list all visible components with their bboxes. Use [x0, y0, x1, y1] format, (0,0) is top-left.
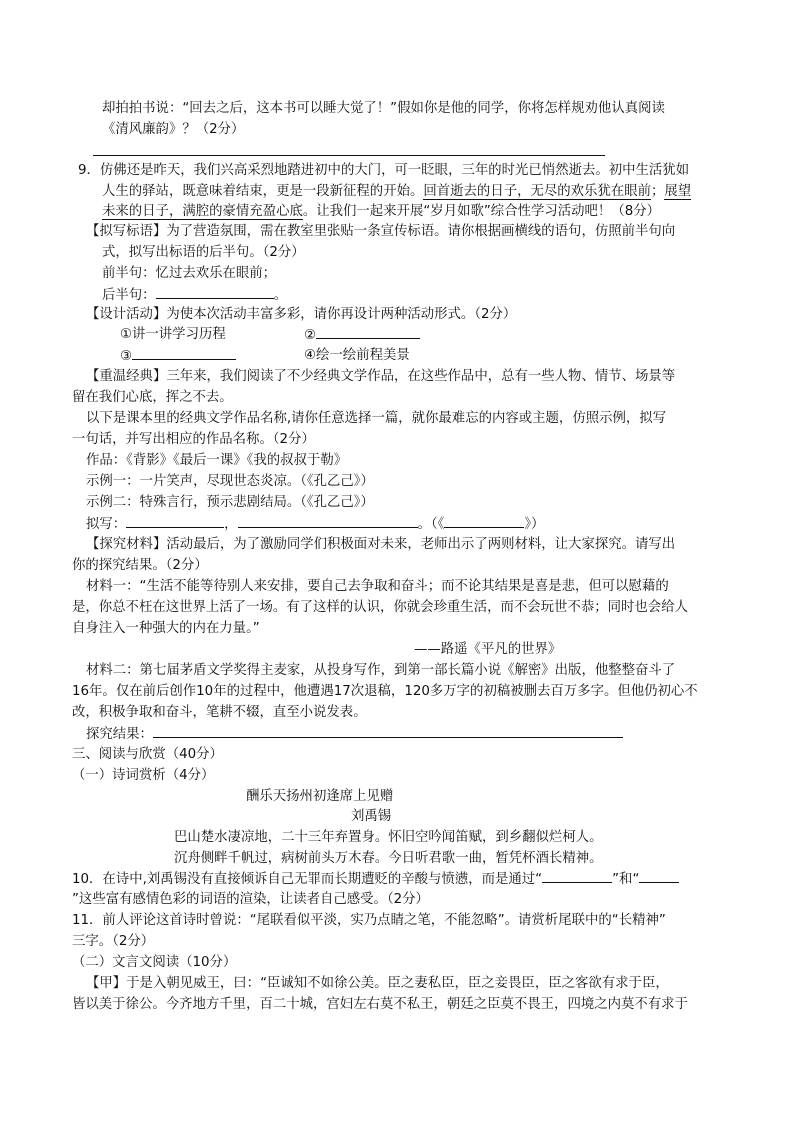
q9-intro-line2 [102, 182, 691, 202]
q10-mid: ”和“ [612, 872, 640, 887]
material2-line1: 材料二：第七届茅盾文学奖得主麦家，从投身写作，到第一部长篇小说《解密》出版，他整整奋斗了 [86, 663, 676, 678]
material1-line3: 自身注入一种强大的内在力量。” [72, 621, 260, 636]
q9-intro-line3 [102, 202, 660, 222]
underlined-sentence-2-end: 未来的日子，满腔的豪情充盈心底 [102, 204, 303, 219]
q9-intro-tail: 。让我们一起来开展“岁月如歌”综合性学习活动吧！（8分） [302, 204, 661, 219]
activity-4: ④绘一绘前程美景 [304, 348, 410, 363]
q11-line2: 三字。（2分） [72, 934, 155, 949]
write-label: 拟写： [86, 517, 127, 532]
explore-line2: 你的探究结果。（2分） [72, 558, 208, 573]
activity-3-blank[interactable] [132, 346, 236, 360]
q8-line2: 《清风廉韵》？（2分） [102, 122, 245, 137]
write-blank-1[interactable] [126, 514, 224, 528]
q10-text: 10．在诗中,刘禹锡没有直接倾诉自己无罪而长期遭贬的辛酸与愤懑，而是通过“ [72, 872, 543, 887]
example-2: 示例二：特殊言行，预示悲剧结局。（《孔乙己》） [86, 495, 374, 510]
second-half-blank[interactable] [156, 285, 274, 299]
underlined-sentence-1: 回首逝去的日子，无尽的欢乐犹在眼前 [423, 184, 652, 199]
work-name-blank[interactable] [444, 514, 524, 528]
review-line2: 留在我们心底，挥之不去。 [72, 390, 233, 405]
result-row [86, 724, 623, 745]
poetry-title: （一）诗词赏析（4分） [72, 768, 215, 783]
review-line4: 一句话，并写出相应的作品名称。（2分） [72, 432, 315, 447]
activity-3-label: ③ [120, 349, 133, 364]
second-half-row [102, 285, 287, 306]
activity-2-row [304, 325, 420, 346]
comma: ， [224, 517, 238, 532]
poem-line1: 巴山楚水凄凉地，二十三年弃置身。怀旧空吟闻笛赋，到乡翻似烂柯人。 [174, 830, 603, 845]
second-half-label: 后半句： [102, 288, 156, 303]
activity-2-blank[interactable] [316, 325, 420, 339]
explore-line1: 【探究材料】活动最后，为了激励同学们积极面对未来，老师出示了两则材料，让大家探究。请写出 [86, 537, 676, 552]
q10-line2: ”这些富有感情色彩的词语的渲染，让读者自己感受。（2分） [72, 892, 429, 907]
activity-2-label: ② [304, 328, 317, 343]
write-mid: 。（《 [417, 517, 445, 532]
result-blank[interactable] [153, 724, 623, 738]
result-label: 探究结果： [86, 727, 153, 742]
poem-line2: 沉舟侧畔千帆过，病树前头万木春。今日听君歌一曲，暂凭杯酒长精神。 [174, 851, 603, 866]
first-half: 前半句：忆过去欢乐在眼前； [102, 266, 277, 281]
design-line1: 【设计活动】为使本次活动丰富多彩，请你再设计两种活动形式。（2分） [86, 307, 517, 322]
example-1: 示例一：一片笑声，尽现世态炎凉。（《孔乙己》） [86, 474, 374, 489]
slogan-line1: 【拟写标语】为了营造氛围，需在教室里张贴一条宣传标语。请你根据画横线的语句，仿照前半句向 [86, 224, 676, 239]
q10-line1 [72, 869, 679, 890]
q8-line1: 却拍拍书说：“回去之后，这本书可以睡大觉了！”假如你是他的同学，你将怎样规劝他认真阅读 [102, 101, 665, 116]
write-end: 》） [524, 517, 545, 532]
classical-title: （二）文言文阅读（10分） [72, 955, 237, 970]
q11-line1: 11．前人评论这首诗时曾说：“尾联看似平淡，实乃点睛之笔，不能忽略”。请赏析尾联中的“长精神” [72, 913, 666, 928]
underlined-sentence-2-start: 展望 [664, 184, 692, 199]
period: 。 [273, 288, 287, 303]
q10-blank-2[interactable] [639, 869, 679, 883]
material1-line2: 是，你总不枉在这世界上活了一场。有了这样的认识，你就会珍重生活，而不会玩世不恭；同时也会给人 [72, 600, 688, 615]
write-row [86, 514, 544, 535]
classical-line1: 【甲】于是入朝见威王，曰：“臣诚知不如徐公美。臣之妻私臣，臣之妾畏臣，臣之客欲有求于臣， [86, 976, 669, 991]
section3-title: 三、阅读与欣赏（40分） [72, 747, 223, 762]
works-list: 作品：《背影》《最后一课》《我的叔叔于勒》 [86, 453, 348, 468]
semicolon: ； [651, 184, 665, 199]
material2-line3: 改，积极争取和奋斗，笔耕不辍，直至小说发表。 [72, 705, 367, 720]
activity-3-row [120, 346, 236, 367]
material1-source: ——路遥《平凡的世界》 [414, 642, 562, 657]
q9-intro-text: 人生的驿站，既意味着结束，更是一段新征程的开始。 [102, 184, 424, 199]
write-blank-2[interactable] [238, 514, 418, 528]
activity-1: ①讲一讲学习历程 [120, 327, 226, 342]
q9-intro-line1: 9．仿佛还是昨天，我们兴高采烈地踏进初中的大门，可一眨眼，三年的时光已悄然逝去。初中生活犹如 [78, 163, 690, 178]
review-line3: 以下是课本里的经典文学作品名称,请你任意选择一篇，就你最难忘的内容或主题，仿照示例，拟写 [86, 411, 667, 426]
poem-title: 酬乐天扬州初逢席上见赠 [246, 789, 394, 804]
material1-line1: 材料一：“生活不能等待别人来安排，要自己去争取和奋斗；而不论其结果是喜是悲，但可以慰藉的 [86, 579, 669, 594]
slogan-line2: 式，拟写出标语的后半句。（2分） [102, 245, 305, 260]
poem-author: 刘禹锡 [351, 809, 392, 824]
classical-line2: 皆以美于徐公。今齐地方千里，百二十城，宫妇左右莫不私王，朝廷之臣莫不畏王，四境之内莫不有求于 [72, 997, 688, 1012]
material2-line2: 16年。仅在前后创作10年的过程中，他遭遇17次退稿，120多万字的初稿被删去百万多字。但他仍初心不 [72, 684, 698, 699]
q10-blank-1[interactable] [542, 869, 612, 883]
q8-answer-line[interactable] [93, 155, 605, 156]
review-line1: 【重温经典】三年来，我们阅读了不少经典文学作品，在这些作品中，总有一些人物、情节、场景等 [86, 369, 676, 384]
